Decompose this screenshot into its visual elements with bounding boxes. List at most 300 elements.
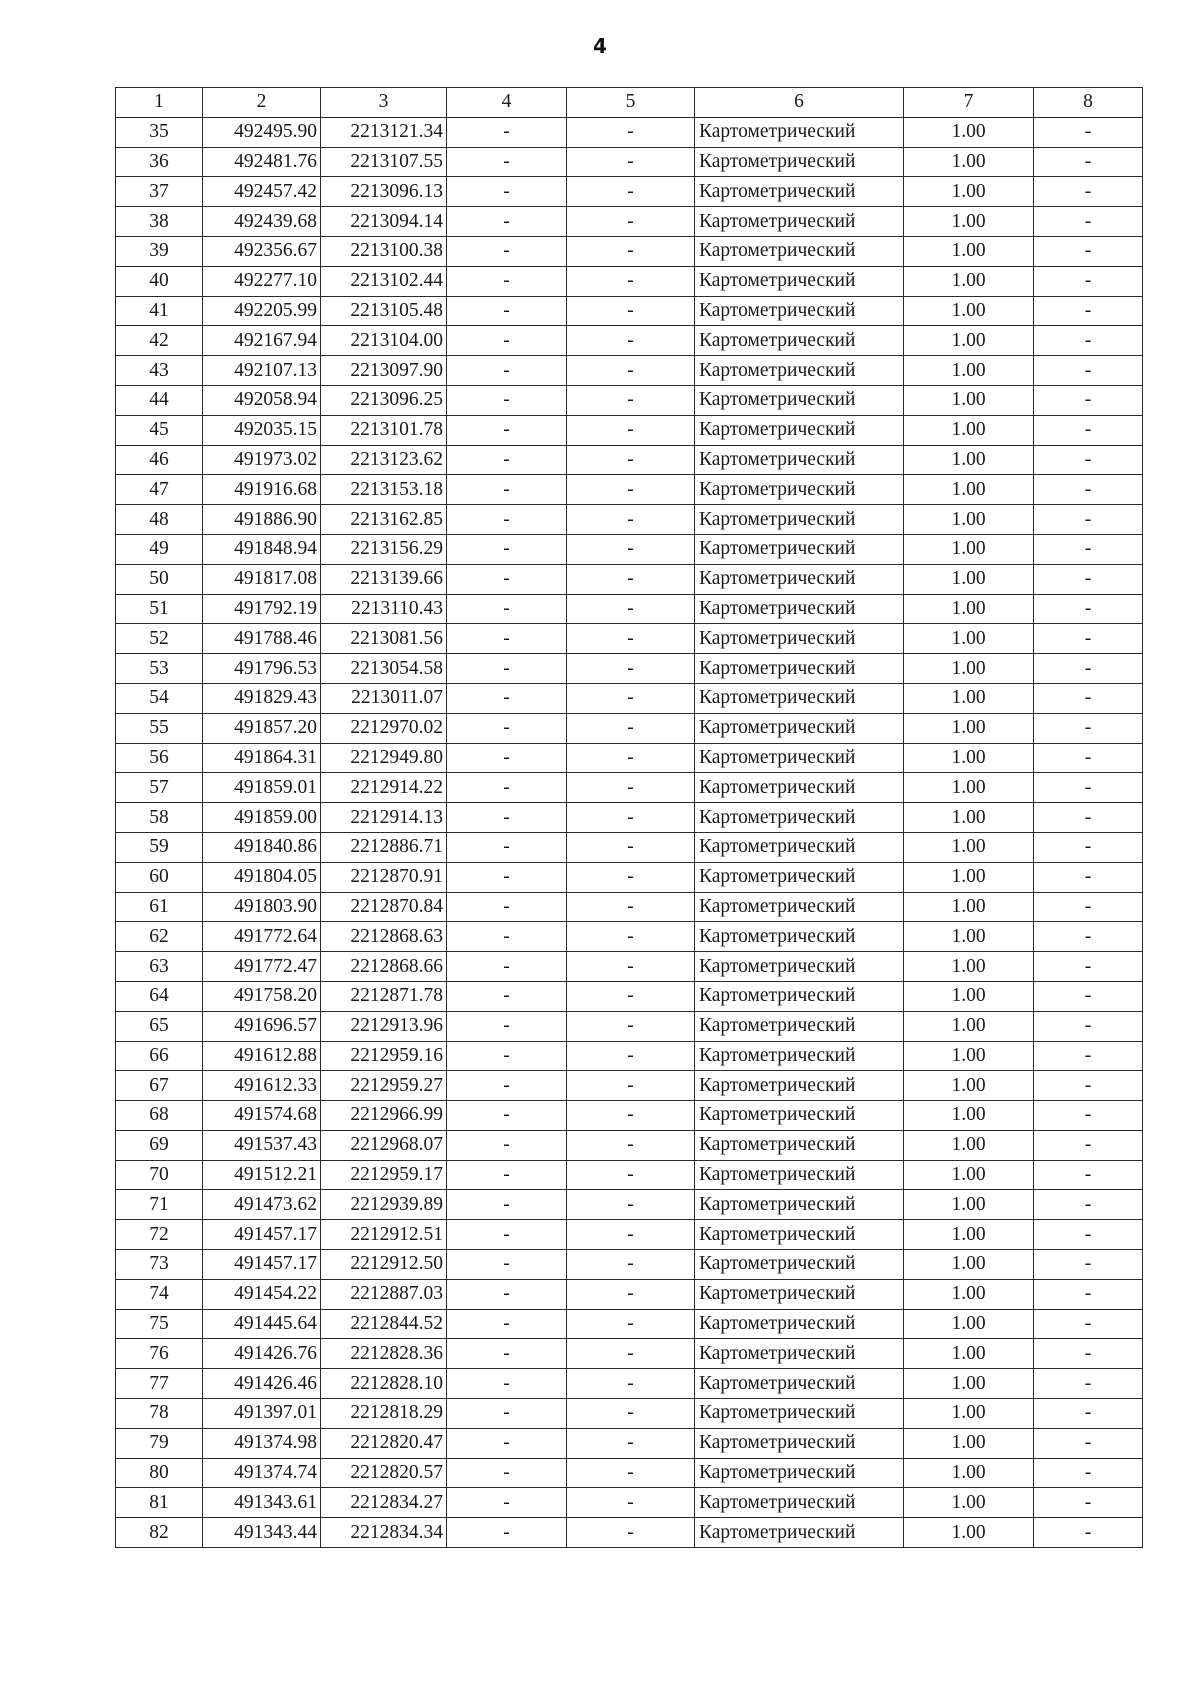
method-cell: Картометрический bbox=[695, 892, 904, 922]
y-coordinate-cell: 2212868.63 bbox=[321, 922, 447, 952]
x-coordinate-cell: 491473.62 bbox=[203, 1190, 321, 1220]
accuracy-cell: 1.00 bbox=[904, 296, 1034, 326]
accuracy-cell: 1.00 bbox=[904, 1250, 1034, 1280]
col4-cell: - bbox=[447, 445, 567, 475]
point-number-cell: 75 bbox=[116, 1309, 203, 1339]
col5-cell: - bbox=[567, 266, 695, 296]
accuracy-cell: 1.00 bbox=[904, 1279, 1034, 1309]
point-number-cell: 54 bbox=[116, 683, 203, 713]
accuracy-cell: 1.00 bbox=[904, 683, 1034, 713]
point-number-cell: 42 bbox=[116, 326, 203, 356]
x-coordinate-cell: 491788.46 bbox=[203, 624, 321, 654]
accuracy-cell: 1.00 bbox=[904, 385, 1034, 415]
accuracy-cell: 1.00 bbox=[904, 1071, 1034, 1101]
col8-cell: - bbox=[1034, 147, 1143, 177]
col4-cell: - bbox=[447, 505, 567, 535]
x-coordinate-cell: 491758.20 bbox=[203, 981, 321, 1011]
point-number-cell: 78 bbox=[116, 1399, 203, 1429]
method-cell: Картометрический bbox=[695, 1339, 904, 1369]
accuracy-cell: 1.00 bbox=[904, 1041, 1034, 1071]
col5-cell: - bbox=[567, 1369, 695, 1399]
col8-cell: - bbox=[1034, 683, 1143, 713]
col5-cell: - bbox=[567, 654, 695, 684]
x-coordinate-cell: 491817.08 bbox=[203, 564, 321, 594]
y-coordinate-cell: 2213104.00 bbox=[321, 326, 447, 356]
point-number-cell: 62 bbox=[116, 922, 203, 952]
x-coordinate-cell: 492356.67 bbox=[203, 236, 321, 266]
col8-cell: - bbox=[1034, 1279, 1143, 1309]
point-number-cell: 46 bbox=[116, 445, 203, 475]
x-coordinate-cell: 491804.05 bbox=[203, 862, 321, 892]
y-coordinate-cell: 2213156.29 bbox=[321, 534, 447, 564]
col4-cell: - bbox=[447, 654, 567, 684]
table-row bbox=[116, 892, 1143, 922]
col8-cell: - bbox=[1034, 564, 1143, 594]
column-header: 5 bbox=[567, 88, 695, 118]
col4-cell: - bbox=[447, 415, 567, 445]
y-coordinate-cell: 2212913.96 bbox=[321, 1011, 447, 1041]
table-body bbox=[116, 117, 1143, 1547]
table-row bbox=[116, 803, 1143, 833]
accuracy-cell: 1.00 bbox=[904, 1309, 1034, 1339]
y-coordinate-cell: 2212870.91 bbox=[321, 862, 447, 892]
point-number-cell: 47 bbox=[116, 475, 203, 505]
col8-cell: - bbox=[1034, 207, 1143, 237]
col5-cell: - bbox=[567, 1458, 695, 1488]
col8-cell: - bbox=[1034, 1309, 1143, 1339]
table-row bbox=[116, 1101, 1143, 1131]
y-coordinate-cell: 2212970.02 bbox=[321, 713, 447, 743]
point-number-cell: 50 bbox=[116, 564, 203, 594]
y-coordinate-cell: 2212844.52 bbox=[321, 1309, 447, 1339]
col5-cell: - bbox=[567, 1130, 695, 1160]
method-cell: Картометрический bbox=[695, 445, 904, 475]
x-coordinate-cell: 491343.44 bbox=[203, 1518, 321, 1548]
point-number-cell: 37 bbox=[116, 177, 203, 207]
col4-cell: - bbox=[447, 266, 567, 296]
col8-cell: - bbox=[1034, 952, 1143, 982]
accuracy-cell: 1.00 bbox=[904, 1160, 1034, 1190]
accuracy-cell: 1.00 bbox=[904, 1458, 1034, 1488]
point-number-cell: 61 bbox=[116, 892, 203, 922]
x-coordinate-cell: 491859.01 bbox=[203, 773, 321, 803]
accuracy-cell: 1.00 bbox=[904, 892, 1034, 922]
method-cell: Картометрический bbox=[695, 1369, 904, 1399]
coordinates-table bbox=[115, 87, 1143, 1548]
accuracy-cell: 1.00 bbox=[904, 475, 1034, 505]
col4-cell: - bbox=[447, 1130, 567, 1160]
col8-cell: - bbox=[1034, 534, 1143, 564]
point-number-cell: 77 bbox=[116, 1369, 203, 1399]
accuracy-cell: 1.00 bbox=[904, 952, 1034, 982]
col8-cell: - bbox=[1034, 1190, 1143, 1220]
table-row bbox=[116, 1369, 1143, 1399]
accuracy-cell: 1.00 bbox=[904, 564, 1034, 594]
point-number-cell: 81 bbox=[116, 1488, 203, 1518]
accuracy-cell: 1.00 bbox=[904, 1488, 1034, 1518]
y-coordinate-cell: 2212959.17 bbox=[321, 1160, 447, 1190]
col5-cell: - bbox=[567, 117, 695, 147]
col5-cell: - bbox=[567, 1190, 695, 1220]
col4-cell: - bbox=[447, 1458, 567, 1488]
table-row bbox=[116, 385, 1143, 415]
method-cell: Картометрический bbox=[695, 177, 904, 207]
col8-cell: - bbox=[1034, 654, 1143, 684]
col5-cell: - bbox=[567, 177, 695, 207]
col5-cell: - bbox=[567, 356, 695, 386]
x-coordinate-cell: 492058.94 bbox=[203, 385, 321, 415]
x-coordinate-cell: 491857.20 bbox=[203, 713, 321, 743]
col5-cell: - bbox=[567, 922, 695, 952]
col4-cell: - bbox=[447, 713, 567, 743]
y-coordinate-cell: 2212959.16 bbox=[321, 1041, 447, 1071]
table-row bbox=[116, 1309, 1143, 1339]
point-number-cell: 59 bbox=[116, 832, 203, 862]
col5-cell: - bbox=[567, 505, 695, 535]
table-row bbox=[116, 326, 1143, 356]
accuracy-cell: 1.00 bbox=[904, 832, 1034, 862]
method-cell: Картометрический bbox=[695, 1428, 904, 1458]
point-number-cell: 74 bbox=[116, 1279, 203, 1309]
method-cell: Картометрический bbox=[695, 505, 904, 535]
method-cell: Картометрический bbox=[695, 1488, 904, 1518]
y-coordinate-cell: 2212912.51 bbox=[321, 1220, 447, 1250]
col8-cell: - bbox=[1034, 981, 1143, 1011]
point-number-cell: 76 bbox=[116, 1339, 203, 1369]
accuracy-cell: 1.00 bbox=[904, 1518, 1034, 1548]
y-coordinate-cell: 2212868.66 bbox=[321, 952, 447, 982]
accuracy-cell: 1.00 bbox=[904, 445, 1034, 475]
col5-cell: - bbox=[567, 683, 695, 713]
col4-cell: - bbox=[447, 1428, 567, 1458]
y-coordinate-cell: 2213094.14 bbox=[321, 207, 447, 237]
point-number-cell: 36 bbox=[116, 147, 203, 177]
table-row bbox=[116, 475, 1143, 505]
method-cell: Картометрический bbox=[695, 654, 904, 684]
method-cell: Картометрический bbox=[695, 743, 904, 773]
table-row bbox=[116, 1250, 1143, 1280]
accuracy-cell: 1.00 bbox=[904, 1399, 1034, 1429]
col5-cell: - bbox=[567, 624, 695, 654]
accuracy-cell: 1.00 bbox=[904, 415, 1034, 445]
table-row bbox=[116, 832, 1143, 862]
table-row bbox=[116, 594, 1143, 624]
table-row bbox=[116, 147, 1143, 177]
point-number-cell: 67 bbox=[116, 1071, 203, 1101]
col8-cell: - bbox=[1034, 1220, 1143, 1250]
method-cell: Картометрический bbox=[695, 1071, 904, 1101]
method-cell: Картометрический bbox=[695, 266, 904, 296]
method-cell: Картометрический bbox=[695, 1160, 904, 1190]
col8-cell: - bbox=[1034, 1339, 1143, 1369]
col8-cell: - bbox=[1034, 1399, 1143, 1429]
column-header: 2 bbox=[203, 88, 321, 118]
accuracy-cell: 1.00 bbox=[904, 1101, 1034, 1131]
y-coordinate-cell: 2212914.22 bbox=[321, 773, 447, 803]
column-header: 6 bbox=[695, 88, 904, 118]
y-coordinate-cell: 2212834.27 bbox=[321, 1488, 447, 1518]
method-cell: Картометрический bbox=[695, 773, 904, 803]
point-number-cell: 71 bbox=[116, 1190, 203, 1220]
method-cell: Картометрический bbox=[695, 296, 904, 326]
col4-cell: - bbox=[447, 683, 567, 713]
table-row bbox=[116, 177, 1143, 207]
x-coordinate-cell: 491457.17 bbox=[203, 1250, 321, 1280]
x-coordinate-cell: 491454.22 bbox=[203, 1279, 321, 1309]
point-number-cell: 79 bbox=[116, 1428, 203, 1458]
x-coordinate-cell: 491886.90 bbox=[203, 505, 321, 535]
table-row bbox=[116, 1130, 1143, 1160]
method-cell: Картометрический bbox=[695, 1011, 904, 1041]
point-number-cell: 57 bbox=[116, 773, 203, 803]
point-number-cell: 48 bbox=[116, 505, 203, 535]
accuracy-cell: 1.00 bbox=[904, 624, 1034, 654]
y-coordinate-cell: 2212820.57 bbox=[321, 1458, 447, 1488]
page-number: 4 bbox=[593, 34, 607, 58]
y-coordinate-cell: 2212949.80 bbox=[321, 743, 447, 773]
table-row bbox=[116, 981, 1143, 1011]
col8-cell: - bbox=[1034, 266, 1143, 296]
col4-cell: - bbox=[447, 236, 567, 266]
col5-cell: - bbox=[567, 415, 695, 445]
table-row bbox=[116, 1011, 1143, 1041]
col5-cell: - bbox=[567, 862, 695, 892]
col8-cell: - bbox=[1034, 236, 1143, 266]
point-number-cell: 69 bbox=[116, 1130, 203, 1160]
col4-cell: - bbox=[447, 385, 567, 415]
table-row bbox=[116, 505, 1143, 535]
point-number-cell: 68 bbox=[116, 1101, 203, 1131]
col5-cell: - bbox=[567, 1518, 695, 1548]
col8-cell: - bbox=[1034, 1518, 1143, 1548]
col5-cell: - bbox=[567, 475, 695, 505]
col8-cell: - bbox=[1034, 773, 1143, 803]
table-row bbox=[116, 654, 1143, 684]
col8-cell: - bbox=[1034, 385, 1143, 415]
method-cell: Картометрический bbox=[695, 117, 904, 147]
y-coordinate-cell: 2212871.78 bbox=[321, 981, 447, 1011]
col5-cell: - bbox=[567, 445, 695, 475]
col8-cell: - bbox=[1034, 356, 1143, 386]
x-coordinate-cell: 491512.21 bbox=[203, 1160, 321, 1190]
table-row bbox=[116, 1518, 1143, 1548]
table-row bbox=[116, 1399, 1143, 1429]
col4-cell: - bbox=[447, 1011, 567, 1041]
table-row bbox=[116, 207, 1143, 237]
x-coordinate-cell: 491772.64 bbox=[203, 922, 321, 952]
method-cell: Картометрический bbox=[695, 1101, 904, 1131]
table-row bbox=[116, 624, 1143, 654]
point-number-cell: 52 bbox=[116, 624, 203, 654]
point-number-cell: 70 bbox=[116, 1160, 203, 1190]
method-cell: Картометрический bbox=[695, 594, 904, 624]
point-number-cell: 38 bbox=[116, 207, 203, 237]
y-coordinate-cell: 2212820.47 bbox=[321, 1428, 447, 1458]
method-cell: Картометрический bbox=[695, 1190, 904, 1220]
col8-cell: - bbox=[1034, 1011, 1143, 1041]
column-header: 8 bbox=[1034, 88, 1143, 118]
x-coordinate-cell: 491792.19 bbox=[203, 594, 321, 624]
col4-cell: - bbox=[447, 1339, 567, 1369]
point-number-cell: 56 bbox=[116, 743, 203, 773]
accuracy-cell: 1.00 bbox=[904, 713, 1034, 743]
col4-cell: - bbox=[447, 832, 567, 862]
x-coordinate-cell: 492439.68 bbox=[203, 207, 321, 237]
col5-cell: - bbox=[567, 1250, 695, 1280]
col4-cell: - bbox=[447, 326, 567, 356]
col8-cell: - bbox=[1034, 1101, 1143, 1131]
y-coordinate-cell: 2213123.62 bbox=[321, 445, 447, 475]
y-coordinate-cell: 2212828.10 bbox=[321, 1369, 447, 1399]
y-coordinate-cell: 2213139.66 bbox=[321, 564, 447, 594]
x-coordinate-cell: 491374.98 bbox=[203, 1428, 321, 1458]
col5-cell: - bbox=[567, 892, 695, 922]
col5-cell: - bbox=[567, 832, 695, 862]
accuracy-cell: 1.00 bbox=[904, 743, 1034, 773]
x-coordinate-cell: 491803.90 bbox=[203, 892, 321, 922]
table-row bbox=[116, 415, 1143, 445]
col5-cell: - bbox=[567, 296, 695, 326]
col4-cell: - bbox=[447, 1518, 567, 1548]
point-number-cell: 51 bbox=[116, 594, 203, 624]
point-number-cell: 80 bbox=[116, 1458, 203, 1488]
table-row bbox=[116, 445, 1143, 475]
x-coordinate-cell: 491445.64 bbox=[203, 1309, 321, 1339]
method-cell: Картометрический bbox=[695, 1399, 904, 1429]
table-row bbox=[116, 296, 1143, 326]
method-cell: Картометрический bbox=[695, 147, 904, 177]
method-cell: Картометрический bbox=[695, 624, 904, 654]
col4-cell: - bbox=[447, 743, 567, 773]
point-number-cell: 73 bbox=[116, 1250, 203, 1280]
accuracy-cell: 1.00 bbox=[904, 1369, 1034, 1399]
x-coordinate-cell: 492205.99 bbox=[203, 296, 321, 326]
col8-cell: - bbox=[1034, 862, 1143, 892]
accuracy-cell: 1.00 bbox=[904, 326, 1034, 356]
x-coordinate-cell: 492167.94 bbox=[203, 326, 321, 356]
col5-cell: - bbox=[567, 952, 695, 982]
method-cell: Картометрический bbox=[695, 981, 904, 1011]
col8-cell: - bbox=[1034, 505, 1143, 535]
y-coordinate-cell: 2213081.56 bbox=[321, 624, 447, 654]
accuracy-cell: 1.00 bbox=[904, 1011, 1034, 1041]
accuracy-cell: 1.00 bbox=[904, 117, 1034, 147]
col5-cell: - bbox=[567, 713, 695, 743]
col4-cell: - bbox=[447, 594, 567, 624]
col4-cell: - bbox=[447, 117, 567, 147]
col4-cell: - bbox=[447, 177, 567, 207]
x-coordinate-cell: 492035.15 bbox=[203, 415, 321, 445]
table-row bbox=[116, 117, 1143, 147]
point-number-cell: 53 bbox=[116, 654, 203, 684]
point-number-cell: 35 bbox=[116, 117, 203, 147]
method-cell: Картометрический bbox=[695, 415, 904, 445]
x-coordinate-cell: 491426.76 bbox=[203, 1339, 321, 1369]
col5-cell: - bbox=[567, 594, 695, 624]
table-row bbox=[116, 266, 1143, 296]
accuracy-cell: 1.00 bbox=[904, 981, 1034, 1011]
col4-cell: - bbox=[447, 1399, 567, 1429]
col5-cell: - bbox=[567, 564, 695, 594]
col8-cell: - bbox=[1034, 415, 1143, 445]
table-row bbox=[116, 683, 1143, 713]
table-row bbox=[116, 1190, 1143, 1220]
accuracy-cell: 1.00 bbox=[904, 1428, 1034, 1458]
table-row bbox=[116, 922, 1143, 952]
col5-cell: - bbox=[567, 743, 695, 773]
col4-cell: - bbox=[447, 773, 567, 803]
y-coordinate-cell: 2213162.85 bbox=[321, 505, 447, 535]
point-number-cell: 43 bbox=[116, 356, 203, 386]
y-coordinate-cell: 2212968.07 bbox=[321, 1130, 447, 1160]
col4-cell: - bbox=[447, 1279, 567, 1309]
method-cell: Картометрический bbox=[695, 326, 904, 356]
column-header: 3 bbox=[321, 88, 447, 118]
point-number-cell: 63 bbox=[116, 952, 203, 982]
accuracy-cell: 1.00 bbox=[904, 594, 1034, 624]
method-cell: Картометрический bbox=[695, 1220, 904, 1250]
y-coordinate-cell: 2212887.03 bbox=[321, 1279, 447, 1309]
point-number-cell: 55 bbox=[116, 713, 203, 743]
table-row bbox=[116, 1339, 1143, 1369]
y-coordinate-cell: 2213101.78 bbox=[321, 415, 447, 445]
col8-cell: - bbox=[1034, 594, 1143, 624]
col4-cell: - bbox=[447, 1220, 567, 1250]
accuracy-cell: 1.00 bbox=[904, 773, 1034, 803]
table-row bbox=[116, 1041, 1143, 1071]
col5-cell: - bbox=[567, 236, 695, 266]
accuracy-cell: 1.00 bbox=[904, 1220, 1034, 1250]
col8-cell: - bbox=[1034, 326, 1143, 356]
point-number-cell: 49 bbox=[116, 534, 203, 564]
accuracy-cell: 1.00 bbox=[904, 1339, 1034, 1369]
col4-cell: - bbox=[447, 952, 567, 982]
table-row bbox=[116, 1279, 1143, 1309]
col5-cell: - bbox=[567, 207, 695, 237]
col8-cell: - bbox=[1034, 892, 1143, 922]
table-row bbox=[116, 713, 1143, 743]
accuracy-cell: 1.00 bbox=[904, 236, 1034, 266]
point-number-cell: 65 bbox=[116, 1011, 203, 1041]
table-row bbox=[116, 1428, 1143, 1458]
x-coordinate-cell: 491343.61 bbox=[203, 1488, 321, 1518]
y-coordinate-cell: 2212912.50 bbox=[321, 1250, 447, 1280]
accuracy-cell: 1.00 bbox=[904, 1190, 1034, 1220]
accuracy-cell: 1.00 bbox=[904, 654, 1034, 684]
col4-cell: - bbox=[447, 1160, 567, 1190]
method-cell: Картометрический bbox=[695, 564, 904, 594]
point-number-cell: 72 bbox=[116, 1220, 203, 1250]
col5-cell: - bbox=[567, 1071, 695, 1101]
y-coordinate-cell: 2213107.55 bbox=[321, 147, 447, 177]
y-coordinate-cell: 2213100.38 bbox=[321, 236, 447, 266]
x-coordinate-cell: 491397.01 bbox=[203, 1399, 321, 1429]
col5-cell: - bbox=[567, 1279, 695, 1309]
method-cell: Картометрический bbox=[695, 683, 904, 713]
col5-cell: - bbox=[567, 1488, 695, 1518]
y-coordinate-cell: 2213121.34 bbox=[321, 117, 447, 147]
col4-cell: - bbox=[447, 356, 567, 386]
x-coordinate-cell: 491859.00 bbox=[203, 803, 321, 833]
col5-cell: - bbox=[567, 1309, 695, 1339]
x-coordinate-cell: 491772.47 bbox=[203, 952, 321, 982]
method-cell: Картометрический bbox=[695, 1518, 904, 1548]
y-coordinate-cell: 2212959.27 bbox=[321, 1071, 447, 1101]
method-cell: Картометрический bbox=[695, 1279, 904, 1309]
column-header: 7 bbox=[904, 88, 1034, 118]
accuracy-cell: 1.00 bbox=[904, 1130, 1034, 1160]
col8-cell: - bbox=[1034, 296, 1143, 326]
